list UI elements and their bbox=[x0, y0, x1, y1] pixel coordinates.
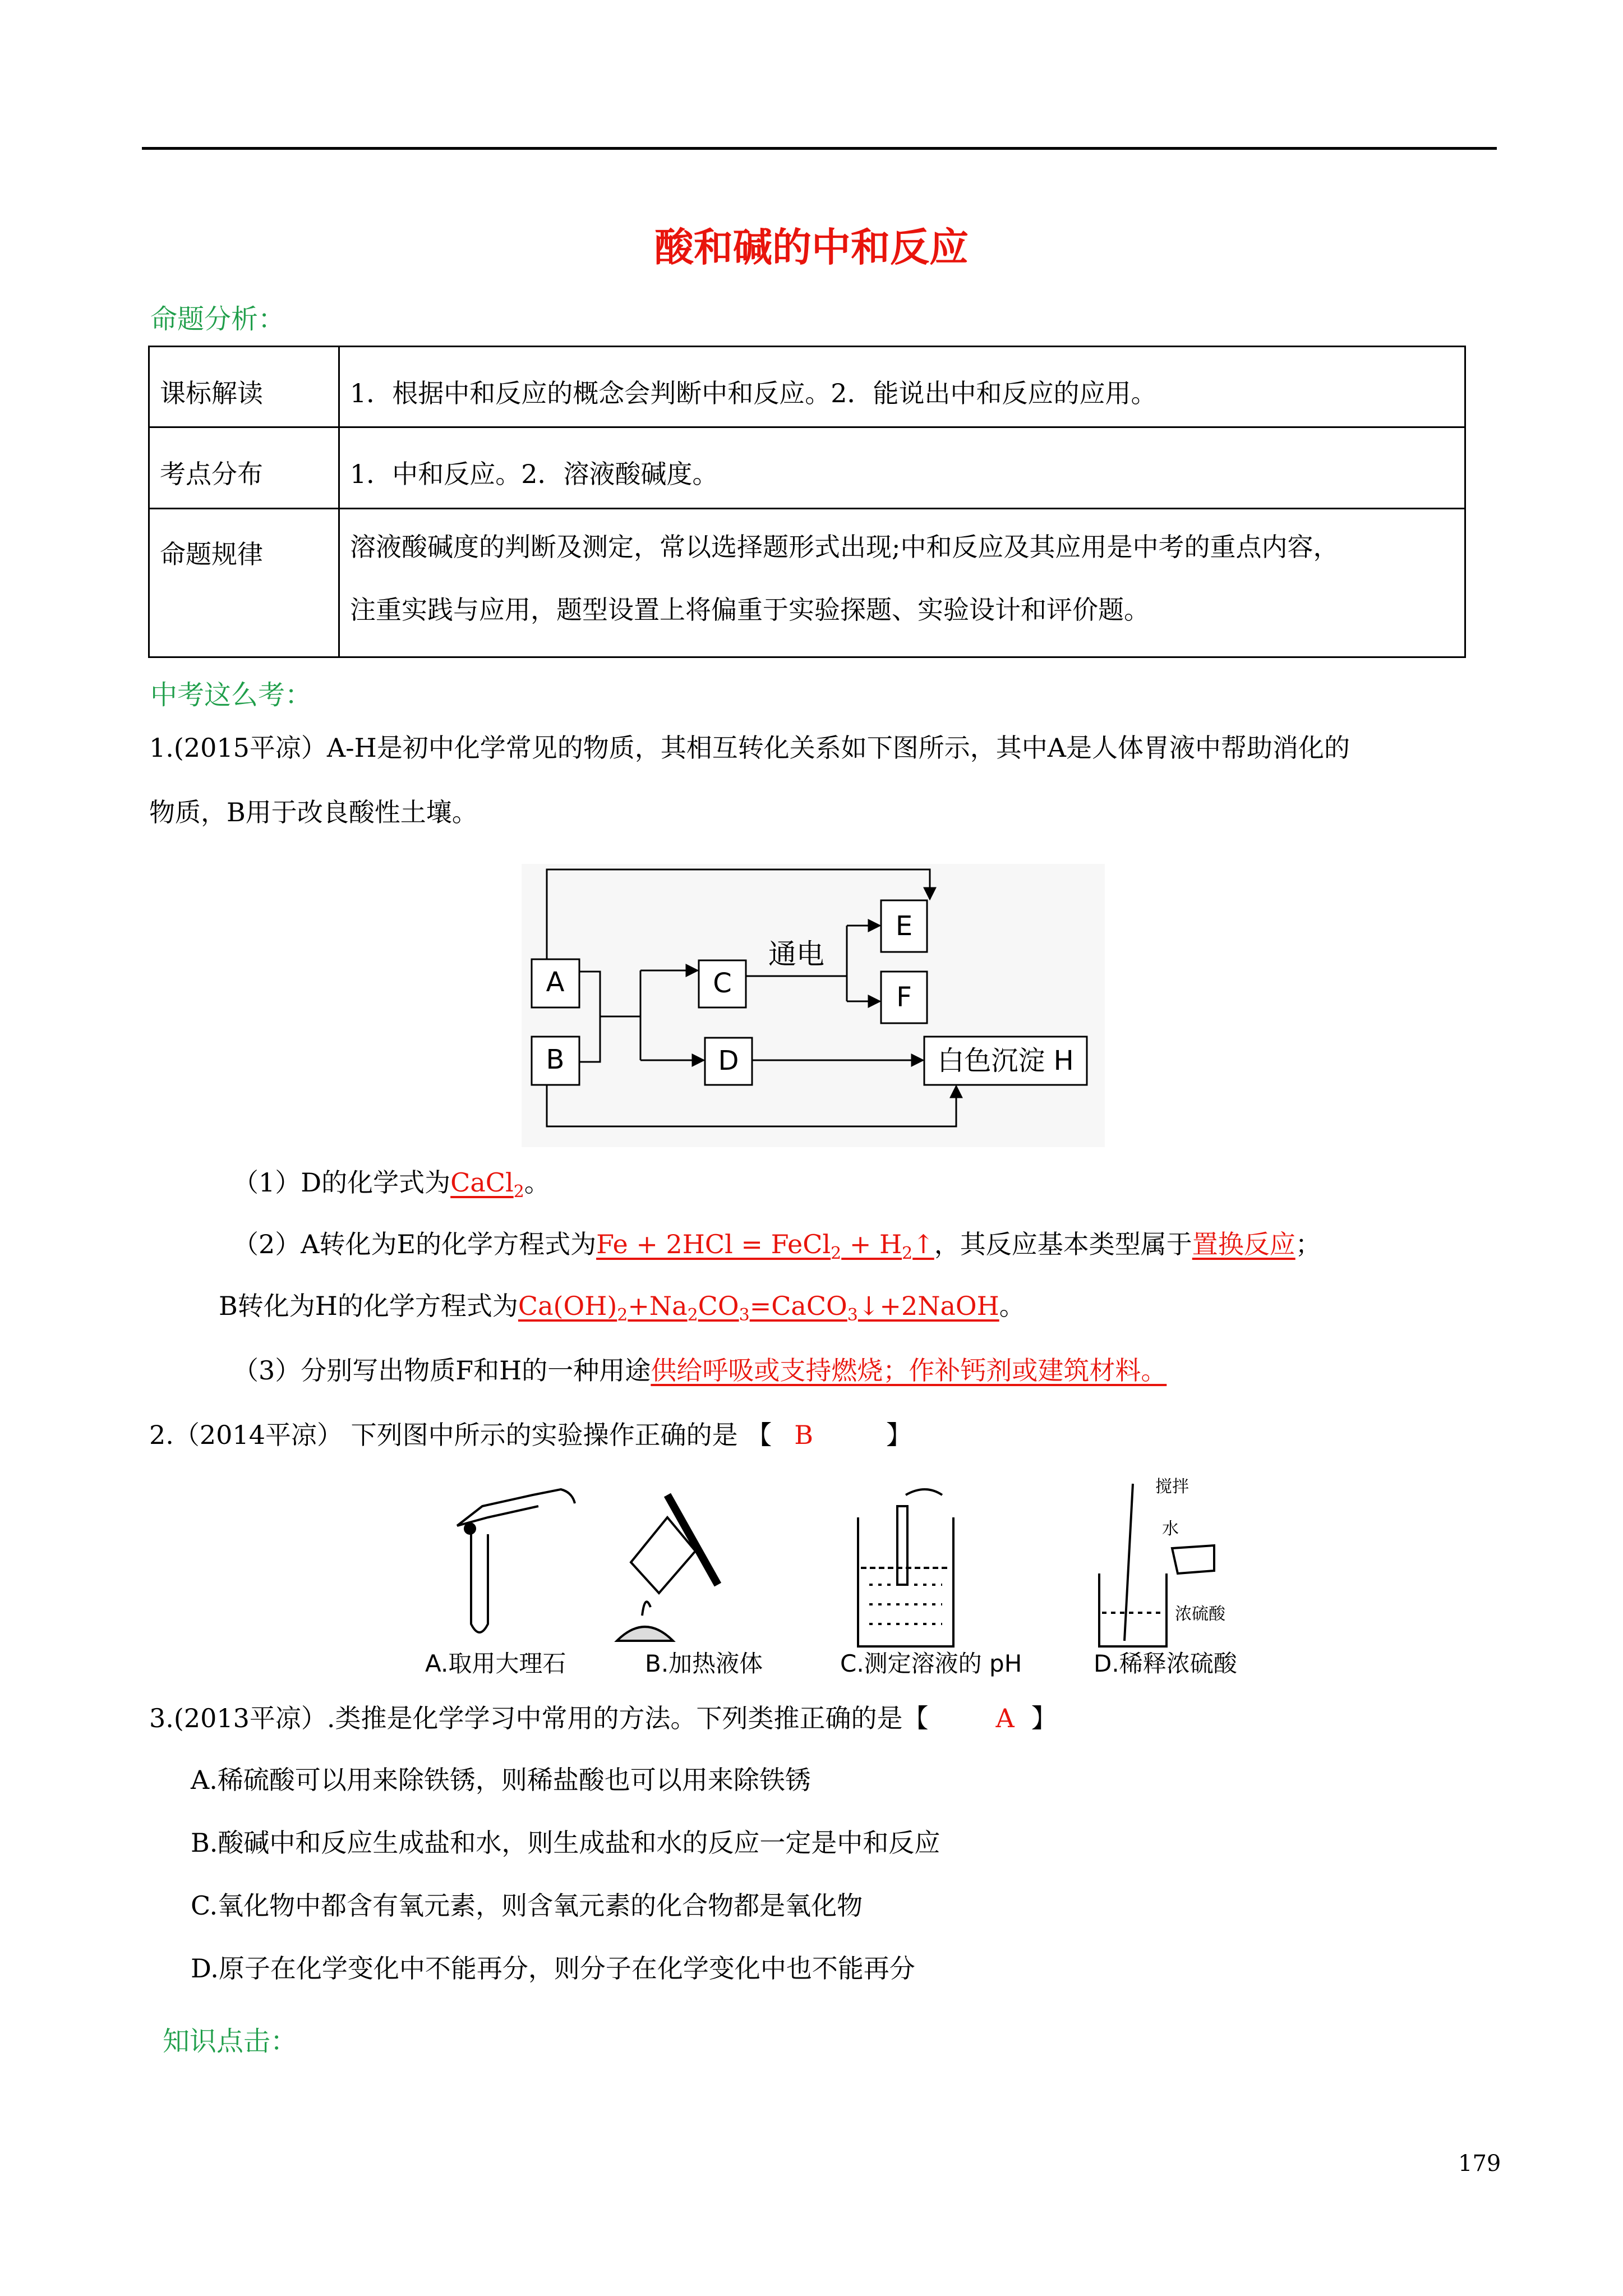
q1-sub2b-tail: 。 bbox=[999, 1291, 1025, 1321]
beaker bbox=[1099, 1573, 1166, 1646]
q3-option-a: A.稀硫酸可以用来除铁锈，则稀盐酸也可以用来除铁锈 bbox=[191, 1765, 811, 1795]
caption-a: A.取用大理石 bbox=[425, 1650, 566, 1677]
test-tube bbox=[471, 1534, 488, 1632]
q1-transformation-diagram bbox=[522, 864, 1105, 1147]
q2-stem-text: 2.（2014平凉） 下列图中所示的实验操作正确的是 【 bbox=[149, 1420, 772, 1450]
hand bbox=[906, 1489, 942, 1495]
table-key: 课标解读 bbox=[149, 347, 339, 427]
label-f: F bbox=[896, 982, 912, 1013]
table-row bbox=[149, 427, 1465, 509]
q1-sub1-text: （1）D的化学式为 bbox=[233, 1167, 451, 1198]
q1-sub3-answer: 供给呼吸或支持燃烧；作补钙剂或建筑材料。 bbox=[651, 1355, 1167, 1386]
label-b: B bbox=[546, 1044, 565, 1075]
q3-option-b: B.酸碱中和反应生成盐和水，则生成盐和水的反应一定是中和反应 bbox=[191, 1828, 940, 1858]
label-c: C bbox=[713, 968, 732, 999]
q1-sub2b-text: B转化为H的化学方程式为 bbox=[219, 1291, 518, 1321]
answer-text: Fe + 2HCl = FeCl bbox=[596, 1229, 831, 1259]
q1-sub2b bbox=[219, 1293, 1025, 1324]
answer-text: ↓+2NaOH bbox=[857, 1291, 999, 1321]
label-h: 白色沉淀 H bbox=[937, 1045, 1074, 1076]
table-value-line: 注重实践与应用，题型设置上将偏重于实验探题、实验设计和评价题。 bbox=[350, 595, 1150, 625]
q1-sub3 bbox=[233, 1355, 1167, 1386]
section-heading-exam: 中考这么考： bbox=[150, 679, 312, 711]
table-row bbox=[149, 509, 1465, 657]
label-electrolysis: 通电 bbox=[768, 938, 824, 970]
answer-text: Ca(OH) bbox=[518, 1291, 617, 1321]
subscript: 2 bbox=[831, 1244, 842, 1264]
answer-text: CaCl bbox=[450, 1167, 514, 1198]
q1-stem-line2: 物质，B用于改良酸性土壤。 bbox=[149, 797, 478, 827]
ph-paper bbox=[897, 1506, 907, 1585]
q1-sub1-answer bbox=[450, 1167, 524, 1202]
answer-text: =CaCO bbox=[749, 1291, 847, 1321]
subscript: 3 bbox=[847, 1305, 858, 1326]
q1-sub2-text: （2）A转化为E的化学方程式为 bbox=[233, 1229, 597, 1259]
label-acid: 浓硫酸 bbox=[1175, 1604, 1225, 1624]
answer-text: + H bbox=[841, 1229, 902, 1259]
q1-sub2b-equation bbox=[518, 1291, 999, 1326]
label-a: A bbox=[546, 967, 565, 998]
header-rule bbox=[142, 147, 1497, 150]
table-value: 1．中和反应。2．溶液酸碱度。 bbox=[339, 427, 1465, 509]
q2-bracket-close: 】 bbox=[886, 1420, 912, 1450]
subscript: 2 bbox=[687, 1305, 698, 1326]
table-value: 1．根据中和反应的概念会判断中和反应。2．能说出中和反应的应用。 bbox=[339, 347, 1465, 427]
label-stir: 搅拌 bbox=[1155, 1477, 1189, 1497]
q1-sub1 bbox=[233, 1167, 550, 1202]
marble bbox=[465, 1524, 475, 1534]
figure-a-marble bbox=[457, 1489, 575, 1632]
q1-stem-line1: 1.(2015平凉）A-H是初中化学常见的物质，其相互转化关系如下图所示，其中A是人体胃液中帮助消化的 bbox=[149, 733, 1350, 763]
q3-option-c: C.氧化物中都含有氧元素，则含氧元素的化合物都是氧化物 bbox=[191, 1890, 863, 1921]
section-heading-analysis: 命题分析： bbox=[150, 303, 285, 335]
q2-answer: B bbox=[794, 1420, 814, 1450]
q1-sub2-reaction-type: 置换反应 bbox=[1192, 1229, 1295, 1259]
label-water: 水 bbox=[1162, 1519, 1179, 1539]
figure-c-ph-test bbox=[858, 1489, 953, 1646]
q1-sub2 bbox=[233, 1231, 1321, 1262]
q2-experiment-images bbox=[404, 1473, 1267, 1680]
subscript: 2 bbox=[902, 1244, 913, 1264]
table-value-line: 溶液酸碱度的判断及测定，常以选择题形式出现;中和反应及其应用是中考的重点内容， bbox=[350, 532, 1339, 562]
q3-stem bbox=[149, 1705, 1057, 1731]
lamp bbox=[617, 1627, 673, 1641]
section-heading-knowledge: 知识点击： bbox=[163, 2026, 298, 2057]
q3-option-d: D.原子在化学变化中不能再分，则分子在化学变化中也不能再分 bbox=[191, 1953, 915, 1984]
q1-sub2-equation bbox=[596, 1229, 934, 1264]
q2-stem bbox=[149, 1422, 912, 1448]
q3-bracket-close: 】 bbox=[1031, 1703, 1057, 1733]
q3-stem-text: 3.(2013平凉）.类推是化学学习中常用的方法。下列类推正确的是【 bbox=[149, 1703, 929, 1733]
label-e: E bbox=[895, 910, 913, 942]
caption-b: B.加热液体 bbox=[645, 1650, 763, 1677]
subscript: 2 bbox=[617, 1305, 628, 1326]
table-key: 考点分布 bbox=[149, 427, 339, 509]
figure-b-heating bbox=[617, 1495, 718, 1641]
answer-text: CO bbox=[698, 1291, 739, 1321]
q1-sub2-tail: ； bbox=[1295, 1229, 1321, 1259]
page-number: 179 bbox=[1458, 2151, 1501, 2177]
label-d: D bbox=[718, 1045, 739, 1076]
table-row bbox=[149, 347, 1465, 427]
holder bbox=[667, 1495, 718, 1585]
caption-c: C.测定溶液的 pH bbox=[840, 1650, 1022, 1677]
q1-sub2-mid: ，其反应基本类型属于 bbox=[934, 1229, 1192, 1259]
answer-text: +Na bbox=[628, 1291, 688, 1321]
q3-answer: A bbox=[995, 1703, 1015, 1733]
analysis-table bbox=[148, 346, 1466, 658]
flame bbox=[642, 1602, 651, 1616]
q1-sub3-text: （3）分别写出物质F和H的一种用途 bbox=[233, 1355, 651, 1386]
table-key: 命题规律 bbox=[149, 509, 339, 657]
subscript: 2 bbox=[513, 1182, 524, 1202]
caption-d: D.稀释浓硫酸 bbox=[1094, 1650, 1237, 1677]
stirring-rod bbox=[1124, 1484, 1133, 1641]
answer-text: ↑ bbox=[912, 1229, 934, 1259]
subscript: 3 bbox=[739, 1305, 750, 1326]
water-cup bbox=[1172, 1545, 1214, 1573]
table-value bbox=[339, 509, 1465, 657]
q1-sub1-tail: 。 bbox=[524, 1167, 550, 1198]
page-title: 酸和碱的中和反应 bbox=[654, 224, 969, 270]
diagram-background bbox=[522, 864, 1105, 1147]
beaker bbox=[858, 1517, 953, 1646]
